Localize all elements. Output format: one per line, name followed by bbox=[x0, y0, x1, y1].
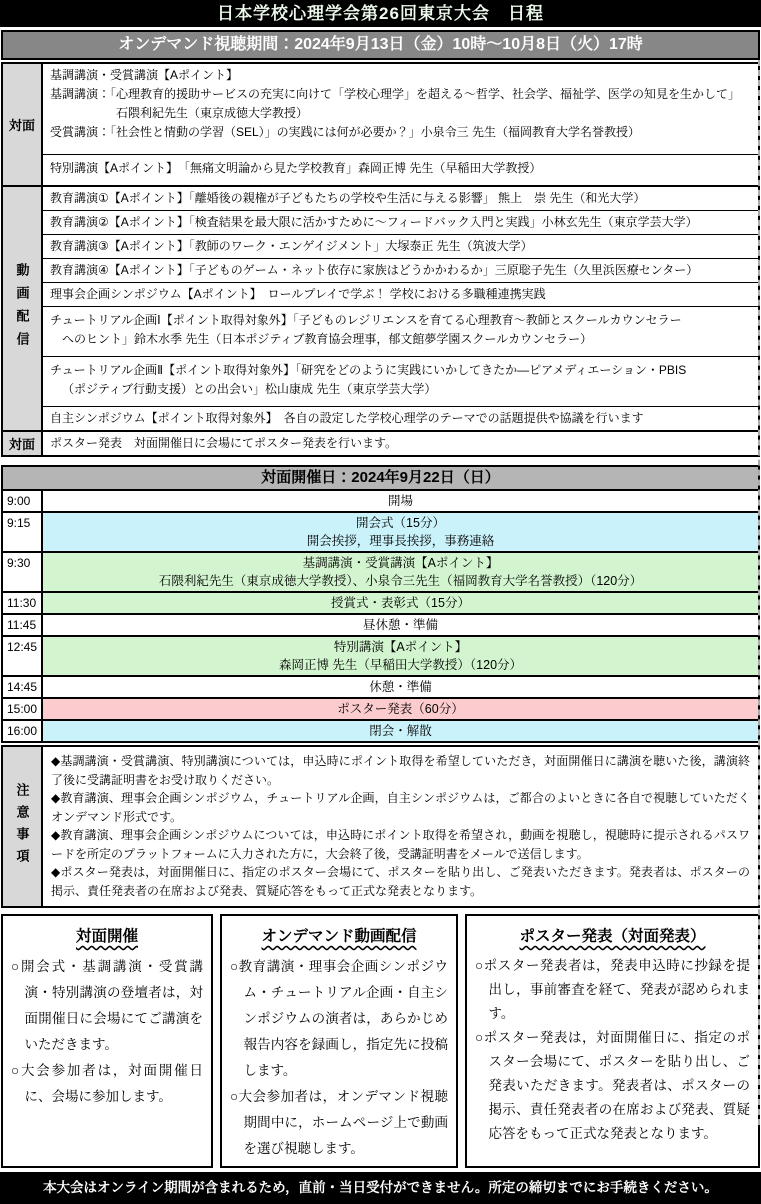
program-row bbox=[43, 154, 758, 185]
info-box-paragraph: ○大会参加者は，対面開催日に、会場に参加します。 bbox=[11, 1063, 203, 1104]
schedule-event: 休憩・準備 bbox=[43, 677, 758, 697]
program-row-line: 受賞講演：「社会性と情動の学習（SEL）」の実践には何が必要か？」小泉令三 先生（福岡教育大学名誉教授） bbox=[50, 125, 641, 139]
notes-label: 注意事項 bbox=[3, 747, 43, 906]
program-row bbox=[43, 187, 758, 210]
schedule-row bbox=[3, 591, 758, 613]
program-group-label: 対面 bbox=[3, 64, 43, 185]
info-box-paragraph: ○開会式・基調講演・受賞講演・特別講演の登壇者は，対面開催日に会場にてご講演をいただきます。 bbox=[11, 959, 203, 1052]
schedule-time: 11:45 bbox=[3, 615, 43, 635]
page-break-dashed-line bbox=[758, 60, 760, 1125]
conference-title-bar: 日本学校心理学会第26回東京大会 日程 bbox=[0, 0, 761, 27]
program-row bbox=[43, 282, 758, 306]
program-row-line: 理事会企画シンポジウム【Aポイント】 ロールプレイで学ぶ！ 学校における多職種連携実践 bbox=[50, 287, 546, 301]
note-item: ◆ポスター発表は，対面開催日に、指定のポスター会場にて、ポスターを貼り出し、ご発表いただきます。発表者は、ポスターの掲示、責任発表者の在席および発表、質疑応答をもって正式な発表となります。 bbox=[51, 865, 750, 898]
info-box-poster bbox=[465, 914, 760, 1168]
footer-notice-bar: 本大会はオンライン期間が含まれるため，直前・当日受付ができません。所定の締切までにお手続きください。 bbox=[0, 1172, 761, 1204]
program-row-line: へのヒント」鈴木水季 先生（日本ポジティブ教育協会理事，郁文館夢学園スクールカウンセラー） bbox=[62, 332, 593, 346]
program-row bbox=[43, 210, 758, 234]
info-box-paragraph: ○ポスター発表者は，発表申込時に抄録を提出し，事前審査を経て、発表が認められます。 bbox=[475, 958, 750, 1021]
program-row-line: ポスター発表 対面開催日に会場にてポスター発表を行います。 bbox=[50, 436, 398, 450]
schedule-row bbox=[3, 511, 758, 551]
program-row bbox=[43, 234, 758, 258]
program-row bbox=[43, 432, 758, 455]
program-group-douga-haishin bbox=[3, 185, 758, 430]
schedule-time: 16:00 bbox=[3, 721, 43, 741]
program-row-line: （ポジティブ行動支援）との出会い」松山康成 先生（東京学芸大学） bbox=[62, 382, 437, 396]
program-row bbox=[43, 258, 758, 282]
program-row bbox=[43, 356, 758, 406]
program-row bbox=[43, 64, 758, 154]
program-group-taimen-poster bbox=[3, 430, 758, 455]
schedule-time: 9:15 bbox=[3, 513, 43, 551]
info-box-title: ポスター発表（対面発表） bbox=[519, 928, 706, 945]
program-group-label: 動画配信 bbox=[3, 187, 43, 430]
info-box-title: 対面開催 bbox=[75, 928, 138, 945]
program-row-line: 教育講演②【Aポイント】「検査結果を最大限に活かすために～フィードバック入門と実践」小林玄先生（東京学芸大学） bbox=[50, 215, 698, 229]
schedule-event: 閉会・解散 bbox=[43, 721, 758, 741]
schedule-row bbox=[3, 491, 758, 511]
ondemand-period-bar: オンデマンド視聴期間：2024年9月13日（金）10時～10月8日（火）17時 bbox=[1, 30, 760, 60]
info-box-paragraph: ○大会参加者は，オンデマンド視聴期間中に，ホームページ上で動画を選び視聴します。 bbox=[230, 1089, 448, 1156]
info-box-ondemand bbox=[220, 914, 458, 1168]
info-box-paragraph: ○教育講演・理事会企画シンポジウム・チュートリアル企画・自主シンポジウムの演者は，あらかじめ報告内容を録画し，指定先に投稿します。 bbox=[230, 959, 448, 1078]
program-row-line: チュートリアル企画Ⅱ【ポイント取得対象外】「研究をどのように実践にいかしてきたか―ピアメディエーション・PBIS bbox=[50, 363, 687, 377]
note-item: ◆教育講演、理事会企画シンポジウムについては，申込時にポイント取得を希望され，動画を視聴し，視聴時に提示されるパスワードを所定のプラットフォームに入力された方に，大会終了後，受講証明書をメールで送信します。 bbox=[51, 828, 750, 861]
schedule-date-header: 対面開催日：2024年9月22日（日） bbox=[1, 465, 760, 491]
schedule-row bbox=[3, 551, 758, 591]
notes-section bbox=[1, 745, 760, 908]
info-box-paragraph: ○ポスター発表は，対面開催日に、指定のポスター会場にて、ポスターを貼り出し、ご発表いただきます。発表者は、ポスターの掲示、責任発表者の在席および発表、質疑応答をもって正式な発表となります。 bbox=[475, 1030, 750, 1141]
schedule-time: 15:00 bbox=[3, 699, 43, 719]
info-box-taimen-kaisai bbox=[1, 914, 213, 1168]
schedule-event: 開会式（15分） 開会挨拶，理事長挨拶，事務連絡 bbox=[43, 513, 758, 551]
schedule-row bbox=[3, 675, 758, 697]
schedule-event: 基調講演・受賞講演【Aポイント】 石隈利紀先生（東京成徳大学教授）、小泉令三先生（福岡教育大学名誉教授）（120分） bbox=[43, 553, 758, 591]
schedule-time: 9:00 bbox=[3, 491, 43, 511]
program-row-line: 石隈利紀先生（東京成徳大学教授） bbox=[116, 106, 309, 120]
schedule-event: 特別講演【Aポイント】 森岡正博 先生（早稲田大学教授）（120分） bbox=[43, 637, 758, 675]
schedule-time: 14:45 bbox=[3, 677, 43, 697]
schedule-event: 開場 bbox=[43, 491, 758, 511]
program-row-line: 自主シンポジウム【ポイント取得対象外】 各自の設定した学校心理学のテーマでの話題提供や協議を行います bbox=[50, 411, 644, 425]
schedule-event: 昼休憩・準備 bbox=[43, 615, 758, 635]
program-table bbox=[1, 62, 760, 457]
note-item: ◆教育講演、理事会企画シンポジウム，チュートリアル企画，自主シンポジウムは，ご都合のよいときに各自で視聴していただくオンデマンド形式です。 bbox=[51, 791, 750, 824]
schedule-row bbox=[3, 697, 758, 719]
program-row-line: 教育講演④【Aポイント】「子どものゲーム・ネット依存に家族はどうかかわるか」三原聡子先生（久里浜医療センター） bbox=[50, 263, 699, 277]
info-box-title: オンデマンド動画配信 bbox=[261, 928, 417, 945]
program-group-taimen bbox=[3, 64, 758, 185]
schedule-table bbox=[1, 491, 760, 743]
program-row-line: 教育講演③【Aポイント】「教師のワーク・エンゲイジメント」大塚泰正 先生（筑波大学） bbox=[50, 239, 533, 253]
note-item: ◆基調講演・受賞講演、特別講演については，申込時にポイント取得を希望していただき，対面開催日に講演を聴いた後，講演終了後に受講証明書をお受け取りください。 bbox=[51, 754, 750, 787]
schedule-event: 授賞式・表彰式（15分） bbox=[43, 593, 758, 613]
program-row bbox=[43, 306, 758, 356]
schedule-row bbox=[3, 613, 758, 635]
program-row-line: 特別講演【Aポイント】 「無痛文明論から見た学校教育」森岡正博 先生（早稲田大学教授） bbox=[50, 161, 542, 175]
schedule-time: 11:30 bbox=[3, 593, 43, 613]
program-row bbox=[43, 406, 758, 430]
program-group-label: 対面 bbox=[3, 432, 43, 455]
schedule-row bbox=[3, 635, 758, 675]
schedule-time: 12:45 bbox=[3, 637, 43, 675]
program-row-line: チュートリアル企画Ⅰ【ポイント取得対象外】「子どものレジリエンスを育てる心理教育～教師とスクールカウンセラー bbox=[50, 313, 682, 327]
program-row-line: 教育講演①【Aポイント】「離婚後の親権が子どもたちの学校や生活に与える影響」 熊上 崇 先生（和光大学） bbox=[50, 191, 646, 205]
schedule-row bbox=[3, 719, 758, 741]
program-row-line: 基調講演・受賞講演【Aポイント】 bbox=[50, 68, 239, 82]
schedule-event: ポスター発表（60分） bbox=[43, 699, 758, 719]
program-row-line: 基調講演：「心理教育的援助サービスの充実に向けて「学校心理学」を超える～哲学、社会学、福祉学、医学の知見を生かして」 bbox=[50, 87, 741, 101]
schedule-time: 9:30 bbox=[3, 553, 43, 591]
info-boxes-row bbox=[1, 914, 760, 1168]
